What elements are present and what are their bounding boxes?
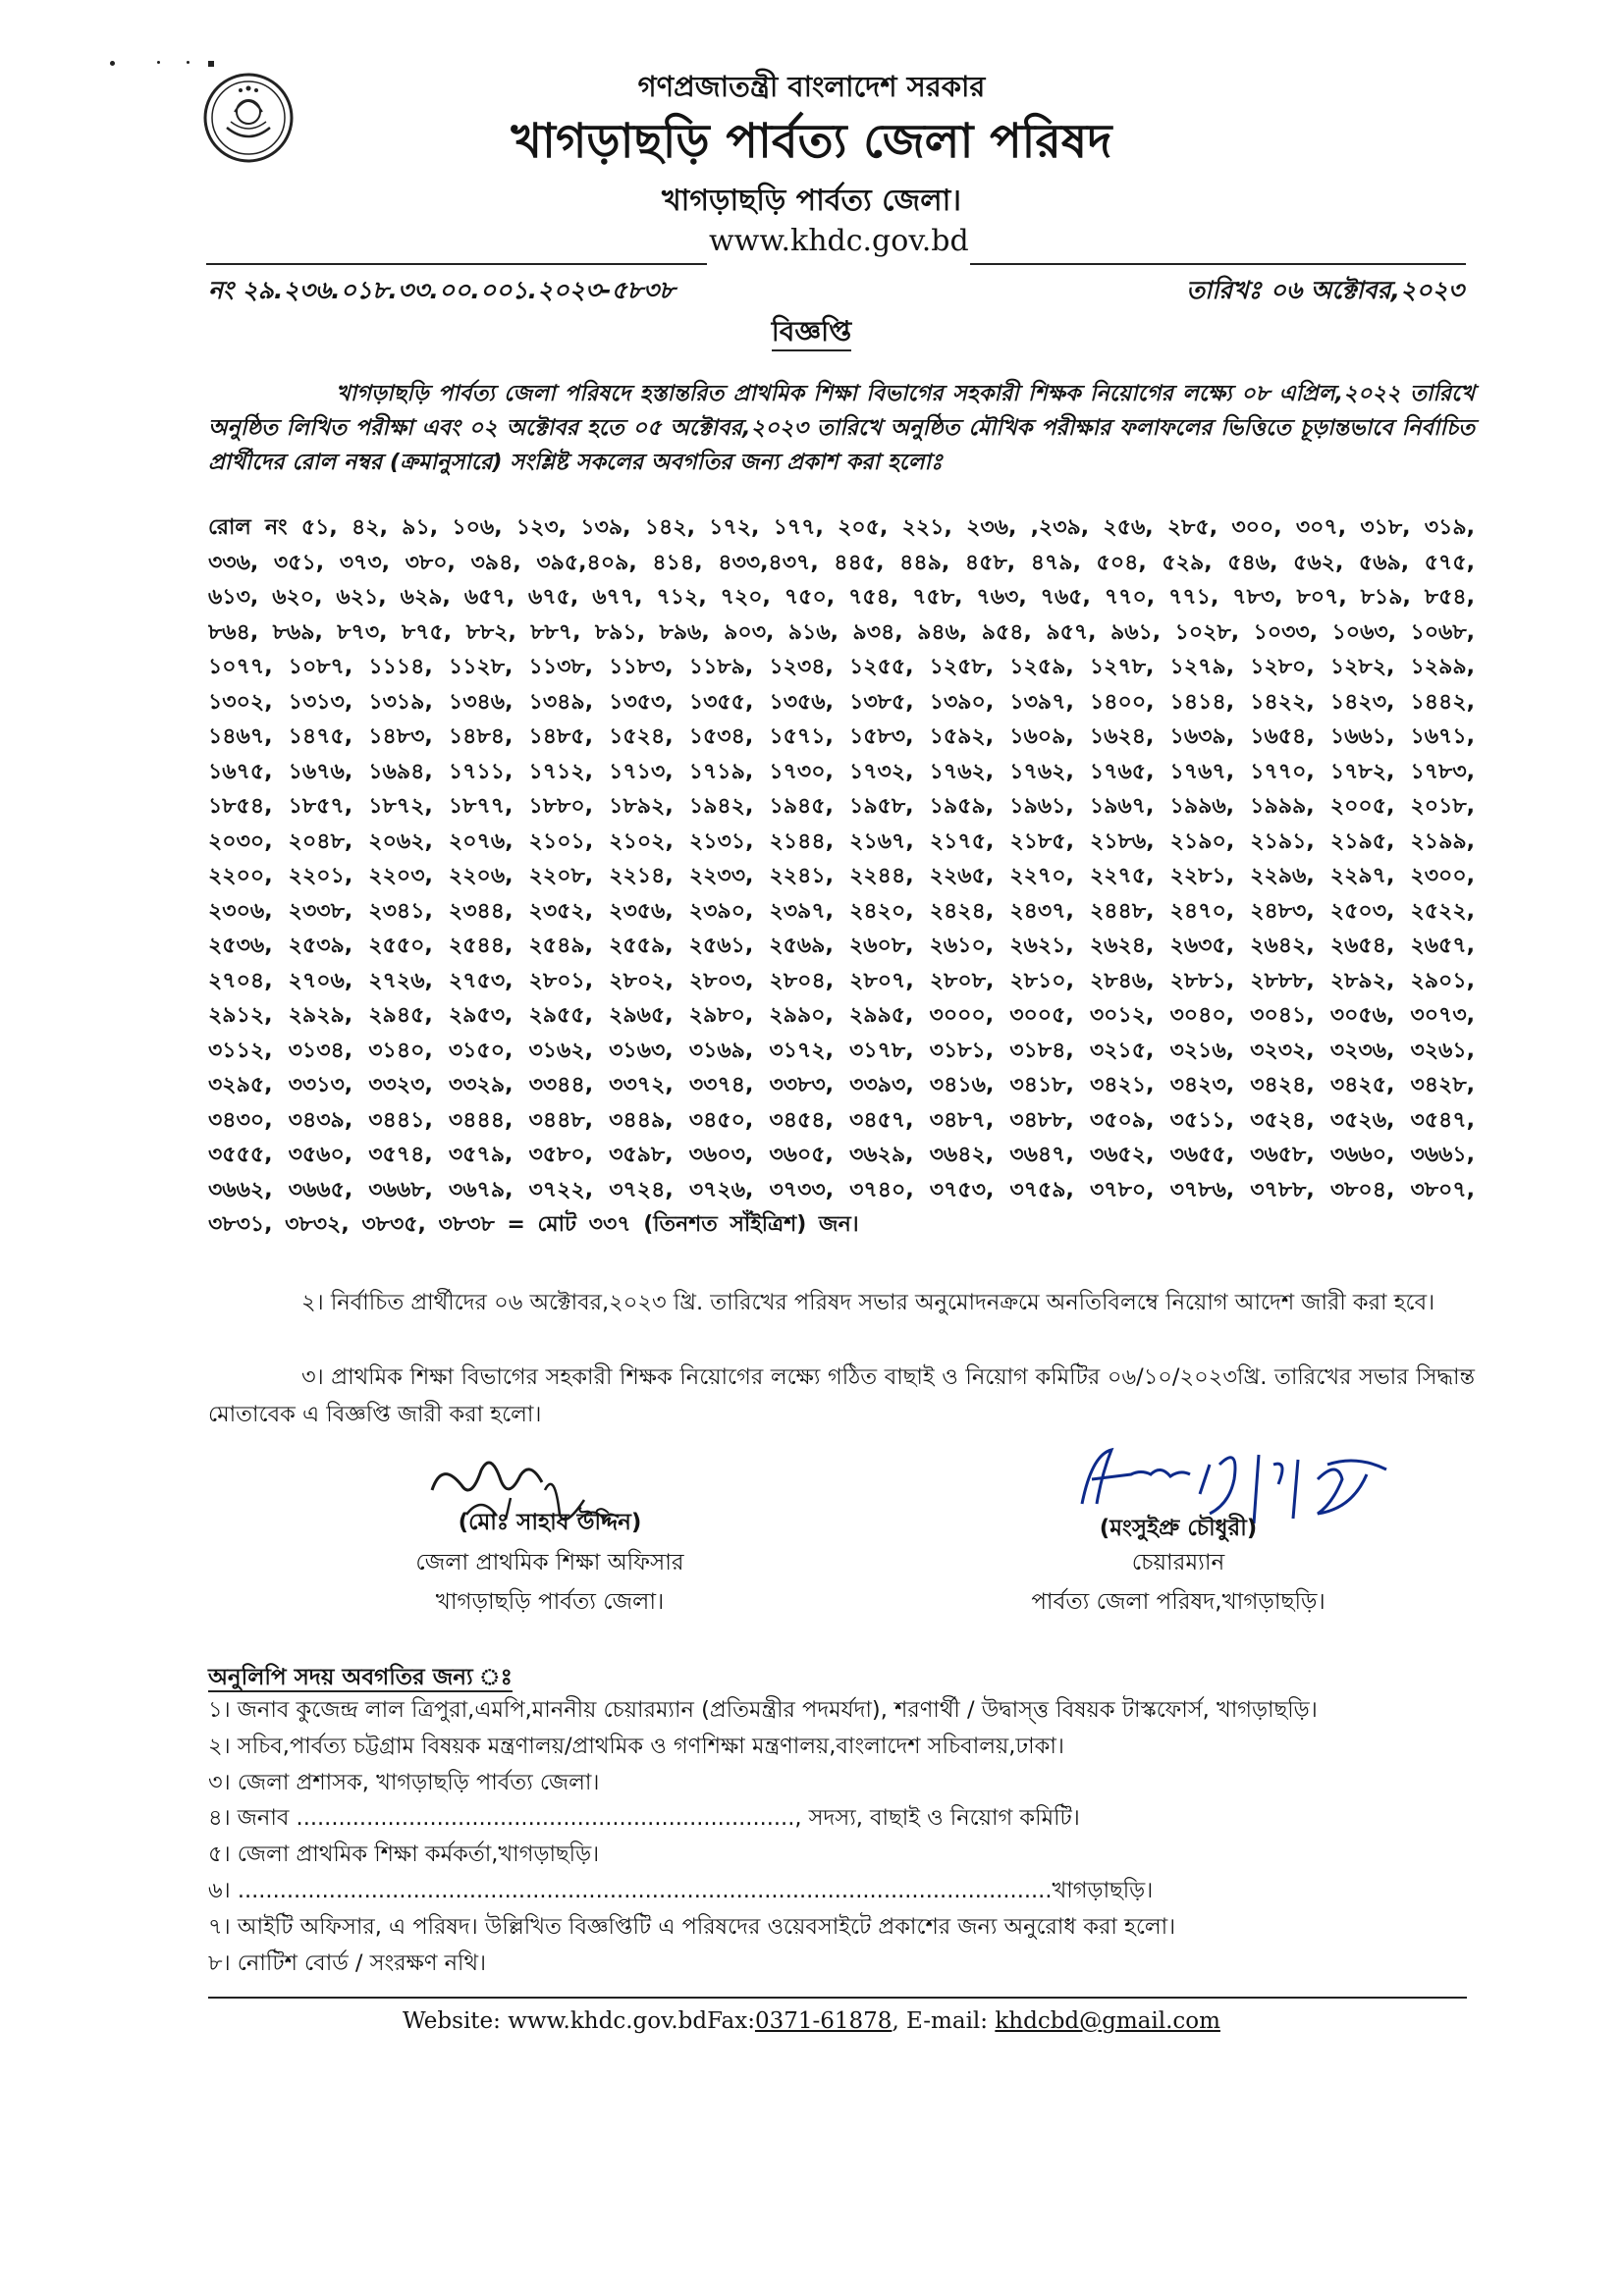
footer xyxy=(0,2008,1623,2034)
paragraph-2: ২। নির্বাচিত প্রার্থীদের ০৬ অক্টোবর,২০২৩ খ্রি. তারিখের পরিষদ সভার অনুমোদনক্রমে অনতিবিলম্বে নিয়োগ আদেশ জারী করা হবে। xyxy=(301,1290,1435,1315)
header-rule-right xyxy=(970,263,1466,265)
memo-number: নং ২৯.২৩৬.০১৮.৩৩.০০.০০১.২০২৩-৫৮৩৮ xyxy=(208,276,676,304)
header-website: www.khdc.gov.bd xyxy=(709,224,969,258)
footer-email-label: , E-mail: xyxy=(892,2008,996,2034)
right-signatory-block xyxy=(962,1543,1394,1622)
footer-fax: 0371-61878 xyxy=(754,2008,893,2034)
paragraph-3: ৩। প্রাথমিক শিক্ষা বিভাগের সহকারী শিক্ষক নিয়োগের লক্ষ্যে গঠিত বাছাই ও নিয়োগ কমিটির ০৬/১০/২০২৩খ্রি. তারিখের সভার সিদ্ধান্ত মোতাবেক এ বিজ্ঞপ্তি জারী করা হলো। xyxy=(208,1364,1475,1427)
government-name: গণপ্রজাতন্ত্রী বাংলাদেশ সরকার xyxy=(637,70,986,103)
notice-title xyxy=(0,310,1623,356)
cc-item: ৪। জনাব ......................................................................., সদস্য, বাছাই ও নিয়োগ কমিটি। xyxy=(208,1805,1080,1832)
right-signatory-office: পার্বত্য জেলা পরিষদ,খাগড়াছড়ি। xyxy=(1031,1589,1325,1615)
cc-item: ১। জনাব কুজেন্দ্র লাল ত্রিপুরা,এমপি,মাননীয় চেয়ারম্যান (প্রতিমন্ত্রীর পদমর্যদা), শরণার্থী / উদ্বাস্ত্ত বিষয়ক টাস্কফোর্স, খাগড়াছড়ি। xyxy=(208,1697,1318,1723)
left-signatory-office: খাগড়াছড়ি পার্বত্য জেলা। xyxy=(435,1589,665,1615)
memo-date: তারিখঃ ০৬ অক্টোবর,২০২৩ xyxy=(1186,276,1464,304)
footer-rule xyxy=(208,1997,1467,1999)
district-name: খাগড়াছড়ি পার্বত্য জেলা। xyxy=(661,184,961,218)
cc-item: ৮। নোটিশ বোর্ড / সংরক্ষণ নথি। xyxy=(208,1949,487,1976)
footer-email-link[interactable]: khdcbd@gmail.com xyxy=(995,2008,1220,2034)
cc-item: ৫। জেলা প্রাথমিক শিক্ষা কর্মকর্তা,খাগড়াছড়ি। xyxy=(208,1842,600,1868)
left-signatory-block xyxy=(314,1543,785,1622)
right-signatory-designation: চেয়ারম্যান xyxy=(1131,1550,1225,1575)
cc-item: ২। সচিব,পার্বত্য চট্টগ্রাম বিষয়ক মন্ত্রণালয়/প্রাথমিক ও গণশিক্ষা মন্ত্রণালয়,বাংলাদেশ সচিবালয়,ঢাকা। xyxy=(208,1733,1064,1759)
cc-item: ৬। ....................................................................................................................খাগড়াছড়ি। xyxy=(208,1877,1154,1903)
roll-number-list: রোল নং ৫১, ৪২, ৯১, ১০৬, ১২৩, ১৩৯, ১৪২, ১৭২, ১৭৭, ২০৫, ২২১, ২৩৬, ,২৩৯, ২৫৬, ২৮৫, ৩০০, ৩০৭, ৩১৮, ৩১৯, ৩৩৬, ৩৫১, ৩৭৩, ৩৮০, ৩৯৪, ৩৯৫,৪০৯, ৪১৪, ৪৩৩,৪৩৭, ৪৪৫, ৪৪৯, ৪৫৮, ৪৭৯, ৫০৪, ৫২৯, ৫৪৬, ৫৬২, ৫৬৯, ৫৭৫, ৬১৩, ৬২০, ৬২১, ৬২৯, ৬৫৭, ৬৭৫, ৬৭৭, ৭১২, ৭২০, ৭৫০, ৭৫৪, ৭৫৮, ৭৬৩, ৭৬৫, ৭৭০, ৭৭১, ৭৮৩, ৮০৭, ৮১৯, ৮৫৪, ৮৬৪, ৮৬৯, ৮৭৩, ৮৭৫, ৮৮২, ৮৮৭, ৮৯১, ৮৯৬, ৯০৩, ৯১৬, ৯৩৪, ৯৪৬, ৯৫৪, ৯৫৭, ৯৬১, ১০২৮, ১০৩৩, ১০৬৩, ১০৬৮, ১০৭৭, ১০৮৭, ১১১৪, ১১২৮, ১১৩৮, ১১৮৩, ১১৮৯, ১২৩৪, ১২৫৫, ১২৫৮, ১২৫৯, ১২৭৮, ১২৭৯, ১২৮০, ১২৮২, ১২৯৯, ১৩০২, ১৩১৩, ১৩১৯, ১৩৪৬, ১৩৪৯, ১৩৫৩, ১৩৫৫, ১৩৫৬, ১৩৮৫, ১৩৯০, ১৩৯৭, ১৪০০, ১৪১৪, ১৪২২, ১৪২৩, ১৪৪২, ১৪৬৭, ১৪৭৫, ১৪৮৩, ১৪৮৪, ১৪৮৫, ১৫২৪, ১৫৩৪, ১৫৭১, ১৫৮৩, ১৫৯২, ১৬০৯, ১৬২৪, ১৬৩৯, ১৬৫৪, ১৬৬১, ১৬৭১, ১৬৭৫, ১৬৭৬, ১৬৯৪, ১৭১১, ১৭১২, ১৭১৩, ১৭১৯, ১৭৩০, ১৭৩২, ১৭৬২, ১৭৬২, ১৭৬৫, ১৭৬৭, ১৭৭০, ১৭৮২, ১৭৮৩, ১৮৫৪, ১৮৫৭, ১৮৭২, ১৮৭৭, ১৮৮০, ১৮৯২, ১৯৪২, ১৯৪৫, ১৯৫৮, ১৯৫৯, ১৯৬১, ১৯৬৭, ১৯৯৬, ১৯৯৯, ২০০৫, ২০১৮, ২০৩০, ২০৪৮, ২০৬২, ২০৭৬, ২১০১, ২১০২, ২১৩১, ২১৪৪, ২১৬৭, ২১৭৫, ২১৮৫, ২১৮৬, ২১৯০, ২১৯১, ২১৯৫, ২১৯৯, ২২০০, ২২০১, ২২০৩, ২২০৬, ২২০৮, ২২১৪, ২২৩৩, ২২৪১, ২২৪৪, ২২৬৫, ২২৭০, ২২৭৫, ২২৮১, ২২৯৬, ২২৯৭, ২৩০০, ২৩০৬, ২৩৩৮, ২৩৪১, ২৩৪৪, ২৩৫২, ২৩৫৬, ২৩৯০, ২৩৯৭, ২৪২০, ২৪২৪, ২৪৩৭, ২৪৪৮, ২৪৭০, ২৪৮৩, ২৫০৩, ২৫২২, ২৫৩৬, ২৫৩৯, ২৫৫০, ২৫৪৪, ২৫৪৯, ২৫৫৯, ২৫৬১, ২৫৬৯, ২৬০৮, ২৬১০, ২৬২১, ২৬২৪, ২৬৩৫, ২৬৪২, ২৬৫৪, ২৬৫৭, ২৭০৪, ২৭০৬, ২৭২৬, ২৭৫৩, ২৮০১, ২৮০২, ২৮০৩, ২৮০৪, ২৮০৭, ২৮০৮, ২৮১০, ২৮৪৬, ২৮৮১, ২৮৮৮, ২৮৯২, ২৯০১, ২৯১২, ২৯২৯, ২৯৪৫, ২৯৫৩, ২৯৫৫, ২৯৬৫, ২৯৮০, ২৯৯০, ২৯৯৫, ৩০০০, ৩০০৫, ৩০১২, ৩০৪০, ৩০৪১, ৩০৫৬, ৩০৭৩, ৩১১২, ৩১৩৪, ৩১৪০, ৩১৫০, ৩১৬২, ৩১৬৩, ৩১৬৯, ৩১৭২, ৩১৭৮, ৩১৮১, ৩১৮৪, ৩২১৫, ৩২১৬, ৩২৩২, ৩২৩৬, ৩২৬১, ৩২৯৫, ৩৩১৩, ৩৩২৩, ৩৩২৯, ৩৩৪৪, ৩৩৭২, ৩৩৭৪, ৩৩৮৩, ৩৩৯৩, ৩৪১৬, ৩৪১৮, ৩৪২১, ৩৪২৩, ৩৪২৪, ৩৪২৫, ৩৪২৮, ৩৪৩০, ৩৪৩৯, ৩৪৪১, ৩৪৪৪, ৩৪৪৮, ৩৪৪৯, ৩৪৫০, ৩৪৫৪, ৩৪৫৭, ৩৪৮৭, ৩৪৮৮, ৩৫০৯, ৩৫১১, ৩৫২৪, ৩৫২৬, ৩৫৪৭, ৩৫৫৫, ৩৫৬০, ৩৫৭৪, ৩৫৭৯, ৩৫৮০, ৩৫৯৮, ৩৬০৩, ৩৬০৫, ৩৬২৯, ৩৬৪২, ৩৬৪৭, ৩৬৫২, ৩৬৫৫, ৩৬৫৮, ৩৬৬০, ৩৬৬১, ৩৬৬২, ৩৬৬৫, ৩৬৬৮, ৩৬৭৯, ৩৭২২, ৩৭২৪, ৩৭২৬, ৩৭৩৩, ৩৭৪০, ৩৭৫৩, ৩৭৫৯, ৩৭৮০, ৩৭৮৬, ৩৭৮৮, ৩৮০৪, ৩৮০৭, ৩৮৩১, ৩৮৩২, ৩৮৩৫, ৩৮৩৮ = মোট ৩৩৭ (তিনশত সাঁইত্রিশ) জন। xyxy=(208,515,1475,1237)
left-signatory-designation: জেলা প্রাথমিক শিক্ষা অফিসার xyxy=(415,1550,684,1575)
left-signatory-name: (মোঃ সাহাব উদ্দিন) xyxy=(458,1510,642,1535)
notice-title-text: বিজ্ঞপ্তি xyxy=(772,315,851,351)
cc-item: ৭। আইটি অফিসার, এ পরিষদ। উল্লিখিত বিজ্ঞপ্তিটি এ পরিষদের ওয়েবসাইটে প্রকাশের জন্য অনুরোধ করা হলো। xyxy=(208,1913,1176,1940)
council-name: খাগড়াছড়ি পার্বত্য জেলা পরিষদ xyxy=(511,114,1112,169)
cc-item: ৩। জেলা প্রশাসক, খাগড়াছড়ি পার্বত্য জেলা। xyxy=(208,1769,600,1795)
cc-list xyxy=(208,1692,1318,1981)
intro-paragraph: খাগড়াছড়ি পার্বত্য জেলা পরিষদে হস্তান্তরিত প্রাথমিক শিক্ষা বিভাগের সহকারী শিক্ষক নিয়োগের লক্ষ্যে ০৮ এপ্রিল,২০২২ তারিখে অনুষ্ঠিত লিখিত পরীক্ষা এবং ০২ অক্টোবর হতে ০৫ অক্টোবর,২০২৩ তারিখে অনুষ্ঠিত মৌখিক পরীক্ষার ফলাফলের ভিত্তিতে চূড়ান্তভাবে নির্বাচিত প্রার্থীদের রোল নম্বর (ক্রমানুসারে) সংশ্লিষ্ট সকলের অবগতির জন্য প্রকাশ করা হলোঃ xyxy=(208,381,1475,475)
cc-title-text: অনুলিপি সদয় অবগতির জন্য ঃ xyxy=(208,1665,513,1690)
footer-website-label: Website: www.khdc.gov.bdFax: xyxy=(403,2008,755,2034)
right-signatory-name: (মংসুইপ্রু চৌধুরী) xyxy=(1099,1516,1258,1541)
header-rule-left xyxy=(206,263,707,265)
